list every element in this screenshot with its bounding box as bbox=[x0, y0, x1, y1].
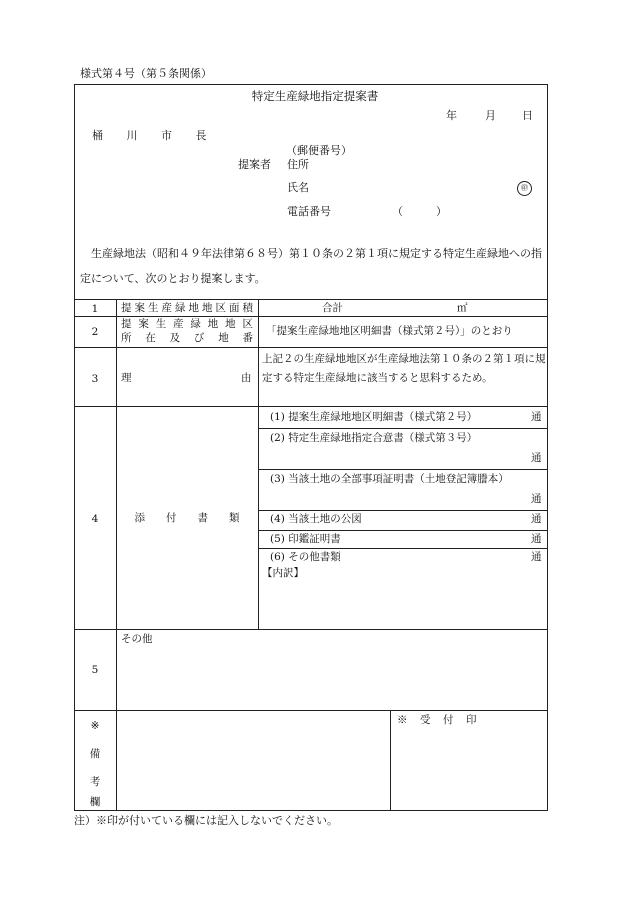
attachment-item: (6) その他書類 bbox=[270, 551, 341, 563]
area-unit: ㎡ bbox=[457, 302, 468, 314]
location-label-line1: 提案生産緑地地区 bbox=[121, 318, 253, 330]
reason-label-left: 理 bbox=[121, 372, 132, 384]
column-divider bbox=[390, 710, 391, 811]
reason-label-right: 由 bbox=[241, 372, 252, 384]
row-number: 3 bbox=[91, 373, 99, 385]
attachment-count-unit: 通 bbox=[531, 533, 542, 545]
location-value: 「提案生産緑地地区明細書（様式第２号）」のとおり bbox=[266, 325, 513, 337]
attachment-item: (3) 当該土地の全部事項証明書（土地登記簿謄本） bbox=[270, 473, 509, 485]
remarks-mark: ※ bbox=[90, 720, 100, 732]
proposal-statement: 生産緑地法（昭和４９年法律第６８号）第１０条の２第１項に規定する特定生産緑地への指定について、次のとおり提案します。 bbox=[80, 247, 542, 285]
attachment-count-unit: 通 bbox=[531, 513, 542, 525]
row-divider bbox=[74, 347, 548, 348]
row-number: 1 bbox=[91, 303, 99, 315]
date-year: 年 bbox=[446, 109, 457, 122]
row-number: 2 bbox=[91, 326, 99, 338]
item-divider bbox=[258, 530, 548, 531]
row-number: 5 bbox=[91, 664, 99, 676]
remarks-char: 考 bbox=[89, 776, 101, 788]
attachment-count-unit: 通 bbox=[531, 551, 542, 563]
column-divider bbox=[258, 299, 259, 630]
item-divider bbox=[258, 469, 548, 470]
row-divider bbox=[74, 299, 548, 300]
attachment-count-unit: 通 bbox=[531, 493, 542, 505]
attachment-count-unit: 通 bbox=[531, 411, 542, 423]
attachment-item: (1) 提案生産緑地地区明細書（様式第２号） bbox=[270, 411, 478, 423]
attachment-item: (4) 当該土地の公図 bbox=[270, 513, 362, 525]
item-divider bbox=[258, 510, 548, 511]
phone-label: 電話番号 bbox=[287, 205, 331, 218]
date-day: 日 bbox=[522, 109, 533, 122]
attachments-label: 添 付 書 類 bbox=[134, 512, 240, 524]
proposer-label: 提案者 bbox=[238, 158, 271, 171]
address-label: 住所 bbox=[287, 158, 309, 171]
reception-stamp-label: ※ 受 付 印 bbox=[397, 714, 478, 726]
row-divider bbox=[74, 629, 548, 630]
form-title: 特定生産緑地指定提案書 bbox=[251, 89, 379, 103]
remarks-char: 備 bbox=[89, 748, 101, 760]
attachment-item: (2) 特定生産緑地指定合意書（様式第３号） bbox=[270, 432, 478, 444]
area-label: 提案生産緑地地区面積 bbox=[121, 302, 253, 314]
phone-area-code: （ ） bbox=[392, 205, 447, 218]
form-reference: 様式第４号（第５条関係） bbox=[80, 67, 212, 80]
reason-text: 上記２の生産緑地地区が生産緑地法第１０条の２第１項に規定する特定生産緑地に該当すると思料するため。 bbox=[262, 353, 546, 384]
column-divider bbox=[116, 299, 117, 811]
seal-mark: ㊞ bbox=[517, 181, 532, 196]
breakdown-label: 【内訳】 bbox=[262, 567, 304, 579]
area-total-label: 合計 bbox=[322, 302, 343, 314]
postal-code-label: （郵便番号） bbox=[286, 144, 352, 157]
name-label: 氏名 bbox=[287, 181, 309, 194]
date-month: 月 bbox=[485, 109, 496, 122]
footnote: 注）※印が付いている欄には記入しないでください。 bbox=[74, 814, 338, 827]
remarks-char: 欄 bbox=[89, 796, 101, 808]
attachment-item: (5) 印鑑証明書 bbox=[270, 533, 341, 545]
item-divider bbox=[258, 428, 548, 429]
form-frame bbox=[74, 84, 548, 811]
other-label: その他 bbox=[121, 633, 153, 645]
row-divider bbox=[74, 406, 548, 407]
location-label-line2: 所在及び地番 bbox=[121, 332, 253, 344]
row-number: 4 bbox=[91, 513, 99, 525]
item-divider bbox=[258, 548, 548, 549]
attachment-count-unit: 通 bbox=[531, 452, 542, 464]
addressee: 桶 川 市 長 bbox=[92, 129, 217, 142]
row-divider bbox=[74, 710, 548, 711]
